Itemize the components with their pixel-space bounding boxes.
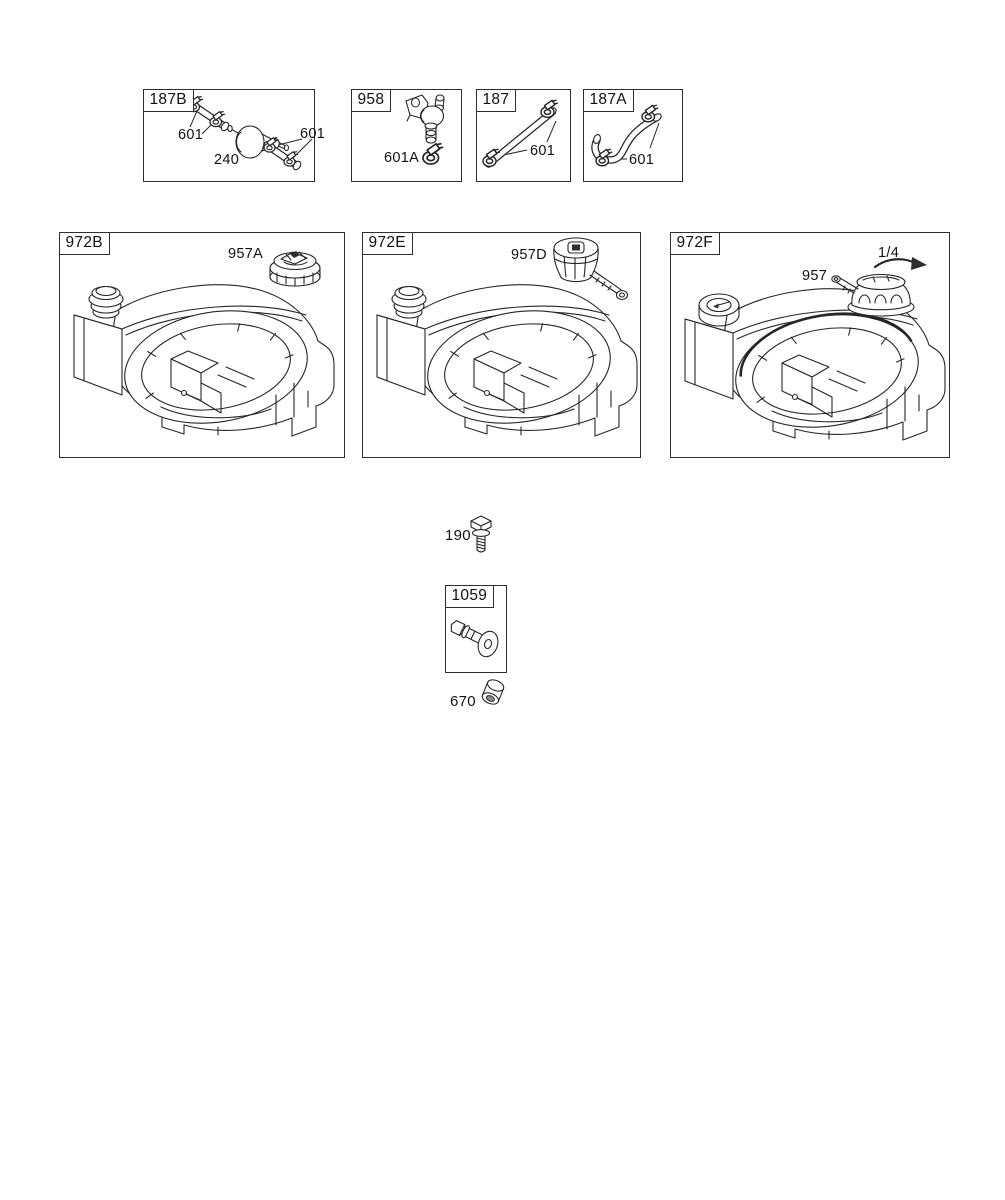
callout-601-right: 601 bbox=[300, 126, 326, 142]
panel-label-972F: 972F bbox=[670, 232, 721, 255]
panel-1059 bbox=[445, 585, 507, 673]
panel-label-972B: 972B bbox=[59, 232, 110, 255]
panel-label-1059: 1059 bbox=[445, 585, 495, 608]
callout-601: 601 bbox=[530, 143, 556, 159]
panel-958 bbox=[351, 89, 462, 182]
panel-label-187B: 187B bbox=[143, 89, 194, 112]
callout-601-left: 601 bbox=[178, 127, 204, 143]
fuel-tank-icon bbox=[74, 285, 334, 436]
panel-972B bbox=[59, 232, 345, 458]
callout-601: 601 bbox=[629, 152, 655, 168]
callout-240: 240 bbox=[214, 152, 240, 168]
panel-972E bbox=[362, 232, 641, 458]
panel-187 bbox=[476, 89, 571, 182]
panel-187B bbox=[143, 89, 326, 182]
panel-label-187: 187 bbox=[476, 89, 517, 112]
capped-filler-neck bbox=[89, 287, 123, 319]
screw-icon bbox=[468, 514, 494, 560]
fuel-tank-icon bbox=[377, 285, 637, 436]
panel-label-958: 958 bbox=[351, 89, 392, 112]
callout-957: 957 bbox=[802, 268, 828, 284]
spacer-bushing-icon bbox=[478, 677, 510, 711]
fuel-cap-tether-icon bbox=[549, 235, 633, 307]
panel-972F bbox=[670, 232, 950, 458]
panel-label-187A: 187A bbox=[583, 89, 634, 112]
panel-187A bbox=[583, 89, 683, 182]
capped-filler-neck bbox=[392, 287, 426, 319]
hose-clamp-icon bbox=[423, 142, 443, 164]
callout-670: 670 bbox=[450, 693, 476, 710]
panel-label-972E: 972E bbox=[362, 232, 413, 255]
fuel-cap-ratchet-icon bbox=[266, 237, 326, 291]
callout-quarter-turn: 1/4 bbox=[878, 245, 900, 261]
callout-957D: 957D bbox=[511, 247, 547, 263]
callout-190: 190 bbox=[445, 527, 471, 544]
fuel-tank-icon bbox=[66, 279, 338, 455]
shutoff-valve-icon bbox=[406, 95, 444, 143]
callout-957A: 957A bbox=[228, 246, 264, 262]
callout-601A: 601A bbox=[384, 150, 420, 166]
